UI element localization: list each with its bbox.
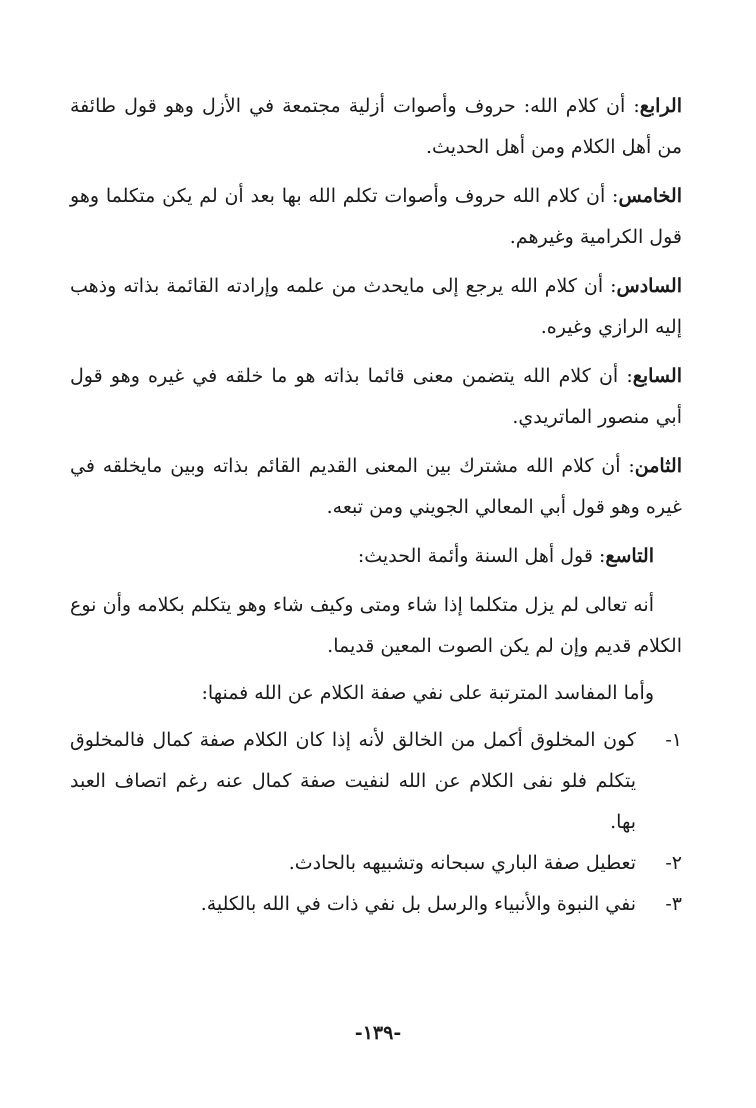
list-number: ١- [665, 729, 682, 751]
paragraph-fourth-opinion [70, 86, 682, 168]
paragraph-seventh-opinion [70, 356, 682, 438]
paragraph-text: : قول أهل السنة وأئمة الحديث: [357, 545, 606, 567]
page-body [70, 86, 682, 925]
paragraph-sixth-opinion [70, 266, 682, 348]
paragraph-fifth-opinion [70, 176, 682, 258]
ahl-sunnah-statement: أنه تعالى لم يزل متكلما إذا شاء ومتى وكيف شاء وهو يتكلم بكلامه وأن نوع الكلام قديم وإن لم يكن الصوت المعين قديما. [70, 594, 682, 657]
paragraph-lead: الخامس [618, 185, 682, 207]
list-number: ٣- [665, 893, 682, 915]
list-item [70, 884, 682, 925]
paragraph-lead: السابع [632, 365, 682, 387]
paragraph-text: : أن كلام الله مشترك بين المعنى القديم القائم بذاته وبين مايخلقه في غيره وهو قول أبي المعالي الجويني ومن تبعه. [70, 455, 682, 518]
harms-intro: وأما المفاسد المترتبة على نفي صفة الكلام عن الله فمنها: [201, 682, 654, 704]
paragraph-text: : أن كلام الله يرجع إلى مايحدث من علمه وإرادته القائمة بذاته وذهب إليه الرازي وغيره. [70, 275, 682, 338]
paragraph-text: : أن كلام الله: حروف وأصوات أزلية مجتمعة في الأزل وهو قول طائفة من أهل الكلام ومن أهل الحديث. [70, 95, 682, 158]
paragraph-eighth-opinion [70, 446, 682, 528]
list-item [70, 720, 682, 843]
paragraph-lead: التاسع [605, 545, 654, 567]
list-text: تعطيل صفة الباري سبحانه وتشبيهه بالحادث. [288, 852, 636, 874]
page-number: -١٣٩- [354, 1022, 402, 1044]
paragraph-ninth-opinion [70, 536, 682, 577]
list-item [70, 843, 682, 884]
list-number: ٢- [665, 852, 682, 874]
paragraph-lead: الثامن [634, 455, 682, 477]
paragraph-text: : أن كلام الله يتضمن معنى قائما بذاته هو ما خلقه في غيره وهو قول أبي منصور الماتريدي. [70, 365, 682, 428]
paragraph-lead: الرابع [639, 95, 682, 117]
list-text: نفي النبوة والأنبياء والرسل بل نفي ذات في الله بالكلية. [200, 893, 636, 915]
list-text: كون المخلوق أكمل من الخالق لأنه إذا كان الكلام صفة كمال فالمخلوق يتكلم فلو نفى الكلام عن الله لنفيت صفة كمال عنه رغم اتصاف العبد بها. [70, 729, 636, 833]
paragraph-lead: السادس [616, 275, 682, 297]
harms-list [70, 720, 682, 925]
paragraph-text: : أن كلام الله حروف وأصوات تكلم الله بها بعد أن لم يكن متكلما وهو قول الكرامية وغيرهم. [70, 185, 682, 248]
